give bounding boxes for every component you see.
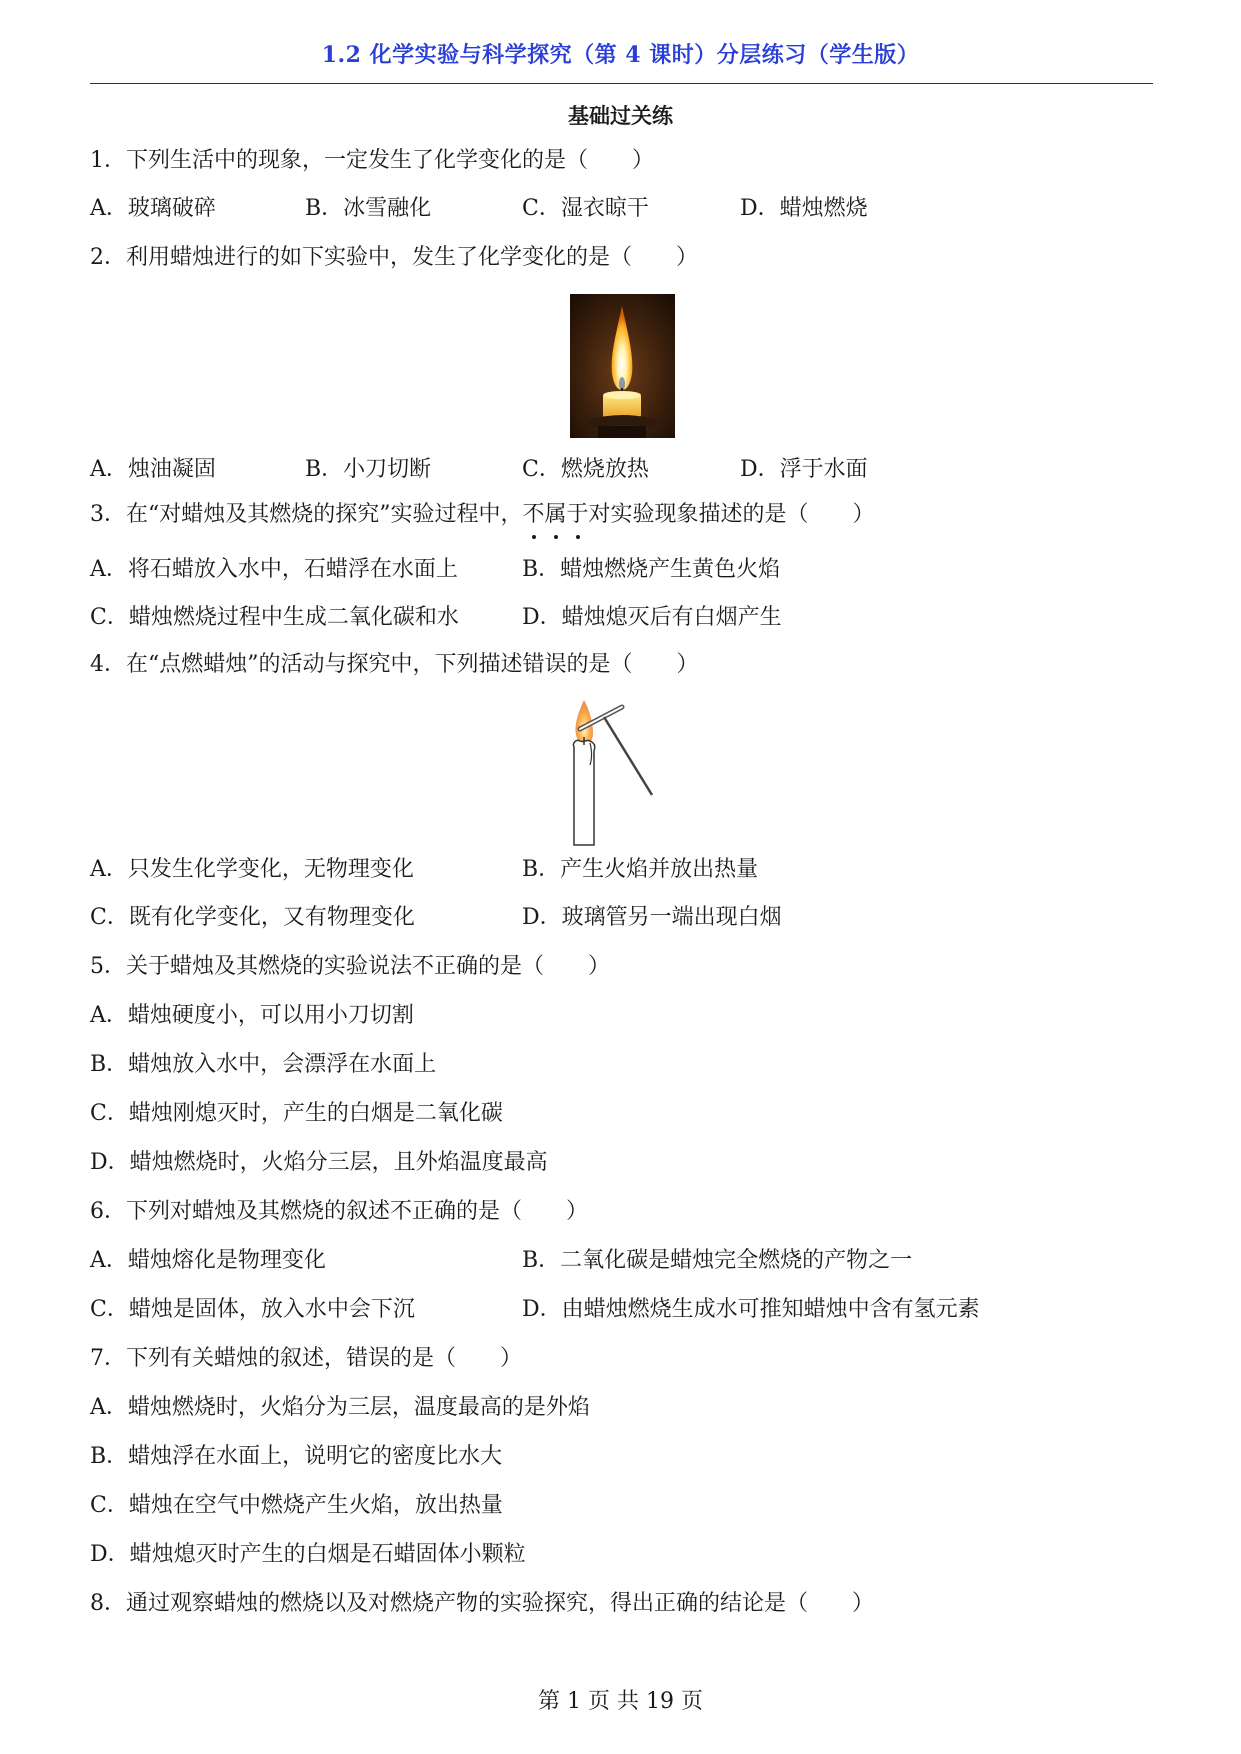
question-2-option-b: B．小刀切断 [305,457,432,482]
question-3-stem-post: 对实验现象描述的是（ ） [588,502,875,527]
question-7-option-c: C．蜡烛在空气中燃烧产生火焰，放出热量 [90,1493,503,1518]
question-5-option-d: D．蜡烛燃烧时，火焰分三层，且外焰温度最高 [90,1150,548,1175]
question-7-option-d: D．蜡烛熄灭时产生的白烟是石蜡固体小颗粒 [90,1542,526,1567]
question-3-option-b: B．蜡烛燃烧产生黄色火焰 [522,557,781,582]
page-number-footer: 第 1 页 共 19 页 [538,1689,703,1714]
question-6-option-a: A．蜡烛熔化是物理变化 [90,1248,326,1273]
document-title: 1.2 化学实验与科学探究（第 4 课时）分层练习（学生版） [321,42,920,68]
question-4-option-d: D．玻璃管另一端出现白烟 [522,905,782,930]
question-3-stem-pre: 3．在“对蜡烛及其燃烧的探究”实验过程中， [90,502,523,527]
question-7-stem: 7．下列有关蜡烛的叙述，错误的是（ ） [90,1346,522,1371]
question-4-option-a: A．只发生化学变化，无物理变化 [90,857,414,882]
question-6-option-c: C．蜡烛是固体，放入水中会下沉 [90,1297,415,1322]
question-2-stem: 2．利用蜡烛进行的如下实验中，发生了化学变化的是（ ） [90,245,698,270]
question-2-option-c: C．燃烧放热 [522,457,649,482]
section-title: 基础过关练 [568,103,673,128]
candle-glass-tube-diagram [560,695,680,850]
emphasis-dot-char: 于 [567,500,589,530]
question-1-option-d: D．蜡烛燃烧 [740,196,868,221]
question-5-stem: 5．关于蜡烛及其燃烧的实验说法不正确的是（ ） [90,954,610,979]
question-5-option-a: A．蜡烛硬度小，可以用小刀切割 [90,1003,414,1028]
question-3-stem [90,500,875,530]
question-7-option-b: B．蜡烛浮在水面上，说明它的密度比水大 [90,1444,503,1469]
emphasis-dot-char: 不 [523,500,545,530]
question-6-option-d: D．由蜡烛燃烧生成水可推知蜡烛中含有氢元素 [522,1297,980,1322]
question-2-option-a: A．烛油凝固 [90,457,216,482]
question-4-option-b: B．产生火焰并放出热量 [522,857,759,882]
question-3-option-a: A．将石蜡放入水中，石蜡浮在水面上 [90,557,458,582]
question-5-option-c: C．蜡烛刚熄灭时，产生的白烟是二氧化碳 [90,1101,503,1126]
question-1-option-c: C．湿衣晾干 [522,196,649,221]
header-divider [90,83,1153,84]
question-3-option-d: D．蜡烛熄灭后有白烟产生 [522,605,782,630]
question-1-option-b: B．冰雪融化 [305,196,432,221]
question-2-option-d: D．浮于水面 [740,457,868,482]
candle-flame-photo [570,294,675,438]
question-6-option-b: B．二氧化碳是蜡烛完全燃烧的产物之一 [522,1248,913,1273]
question-7-option-a: A．蜡烛燃烧时，火焰分为三层，温度最高的是外焰 [90,1395,590,1420]
question-4-option-c: C．既有化学变化，又有物理变化 [90,905,415,930]
question-5-option-b: B．蜡烛放入水中，会漂浮在水面上 [90,1052,437,1077]
question-1-option-a: A．玻璃破碎 [90,196,216,221]
question-8-stem: 8．通过观察蜡烛的燃烧以及对燃烧产物的实验探究，得出正确的结论是（ ） [90,1591,874,1616]
question-1-stem: 1．下列生活中的现象，一定发生了化学变化的是（ ） [90,148,654,173]
question-6-stem: 6．下列对蜡烛及其燃烧的叙述不正确的是（ ） [90,1199,588,1224]
question-4-stem: 4．在“点燃蜡烛”的活动与探究中，下列描述错误的是（ ） [90,652,699,677]
question-3-option-c: C．蜡烛燃烧过程中生成二氧化碳和水 [90,605,459,630]
emphasis-dot-char: 属 [545,500,567,530]
